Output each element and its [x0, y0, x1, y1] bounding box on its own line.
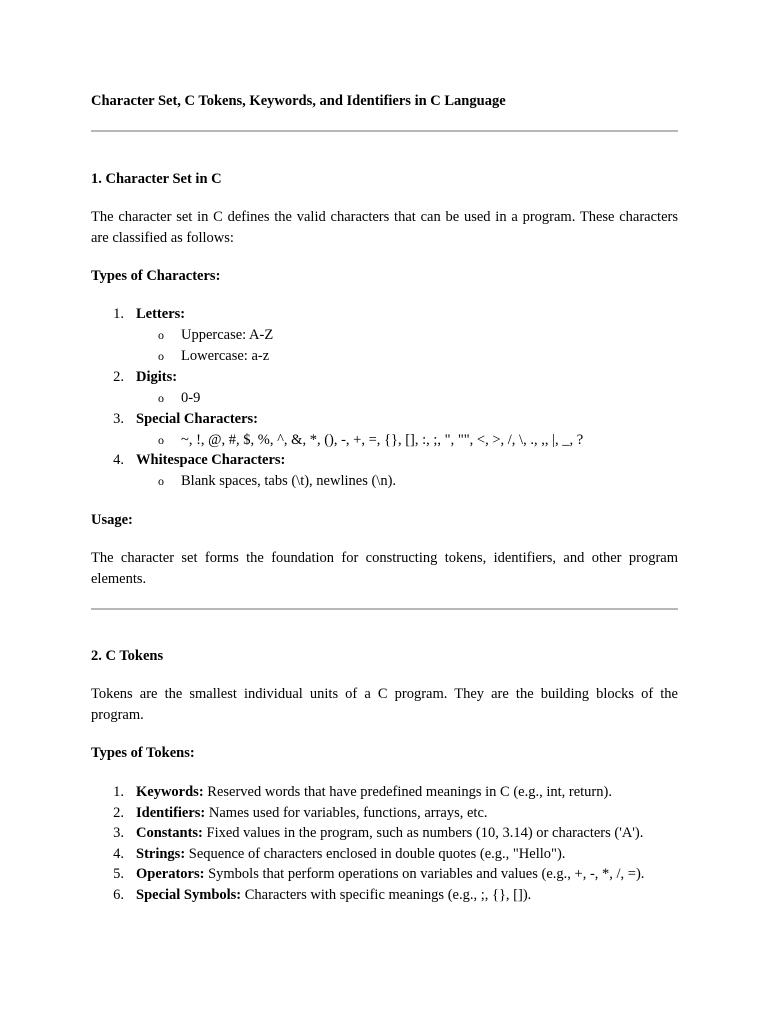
section1-types-heading: Types of Characters: [91, 268, 221, 284]
list-item-label: Special Characters: [136, 411, 259, 427]
sub-item: Lowercase: a-z [181, 348, 270, 364]
list-number: 1. [113, 306, 124, 322]
bullet-icon: o [158, 349, 164, 363]
token-list-item: Keywords: Reserved words that have predefined meanings in C (e.g., int, return). [136, 784, 612, 800]
token-list-item: Special Symbols: Characters with specific meanings (e.g., ;, {}, []). [136, 887, 532, 903]
list-number: 3. [113, 411, 124, 427]
horizontal-rule [91, 130, 678, 132]
list-number: 1. [113, 784, 124, 800]
document-title: Character Set, C Tokens, Keywords, and Identifiers in C Language [91, 93, 506, 109]
section1-heading: 1. Character Set in C [91, 171, 222, 187]
section1-intro: The character set in C defines the valid characters that can be used in a program. These characters are classified as follows: [91, 209, 678, 246]
bullet-icon: o [158, 474, 164, 488]
usage-text: The character set forms the foundation for constructing tokens, identifiers, and other program elements. [91, 550, 678, 587]
list-number: 2. [113, 369, 124, 385]
sub-item: Blank spaces, tabs (\t), newlines (\n). [181, 473, 397, 489]
section2-heading: 2. C Tokens [91, 648, 164, 664]
sub-item: 0-9 [181, 390, 201, 406]
sub-item: ~, !, @, #, $, %, ^, &, *, (), -, +, =, {}, [], :, ;, ", "", <, >, /, \, ., ,, |, _, ? [181, 432, 584, 448]
list-item-label: Whitespace Characters: [136, 452, 286, 468]
list-number: 4. [113, 846, 124, 862]
list-number: 6. [113, 887, 124, 903]
token-list-item: Operators: Symbols that perform operations on variables and values (e.g., +, -, *, /, =). [136, 866, 645, 882]
bullet-icon: o [158, 433, 164, 447]
list-number: 5. [113, 866, 124, 882]
bullet-icon: o [158, 328, 164, 342]
bullet-icon: o [158, 391, 164, 405]
section2-intro: Tokens are the smallest individual units of a C program. They are the building blocks of the program. [91, 686, 678, 723]
list-number: 2. [113, 805, 124, 821]
horizontal-rule [91, 608, 678, 610]
token-list-item: Strings: Sequence of characters enclosed in double quotes (e.g., "Hello"). [136, 846, 566, 862]
list-item-label: Letters: [136, 306, 186, 322]
list-number: 4. [113, 452, 124, 468]
list-item-label: Digits: [136, 369, 178, 385]
usage-heading: Usage: [91, 512, 133, 528]
token-list-item: Constants: Fixed values in the program, such as numbers (10, 3.14) or characters ('A'). [136, 825, 644, 841]
token-list-item: Identifiers: Names used for variables, functions, arrays, etc. [136, 805, 488, 821]
section2-types-heading: Types of Tokens: [91, 745, 195, 761]
list-number: 3. [113, 825, 124, 841]
sub-item: Uppercase: A-Z [181, 327, 274, 343]
